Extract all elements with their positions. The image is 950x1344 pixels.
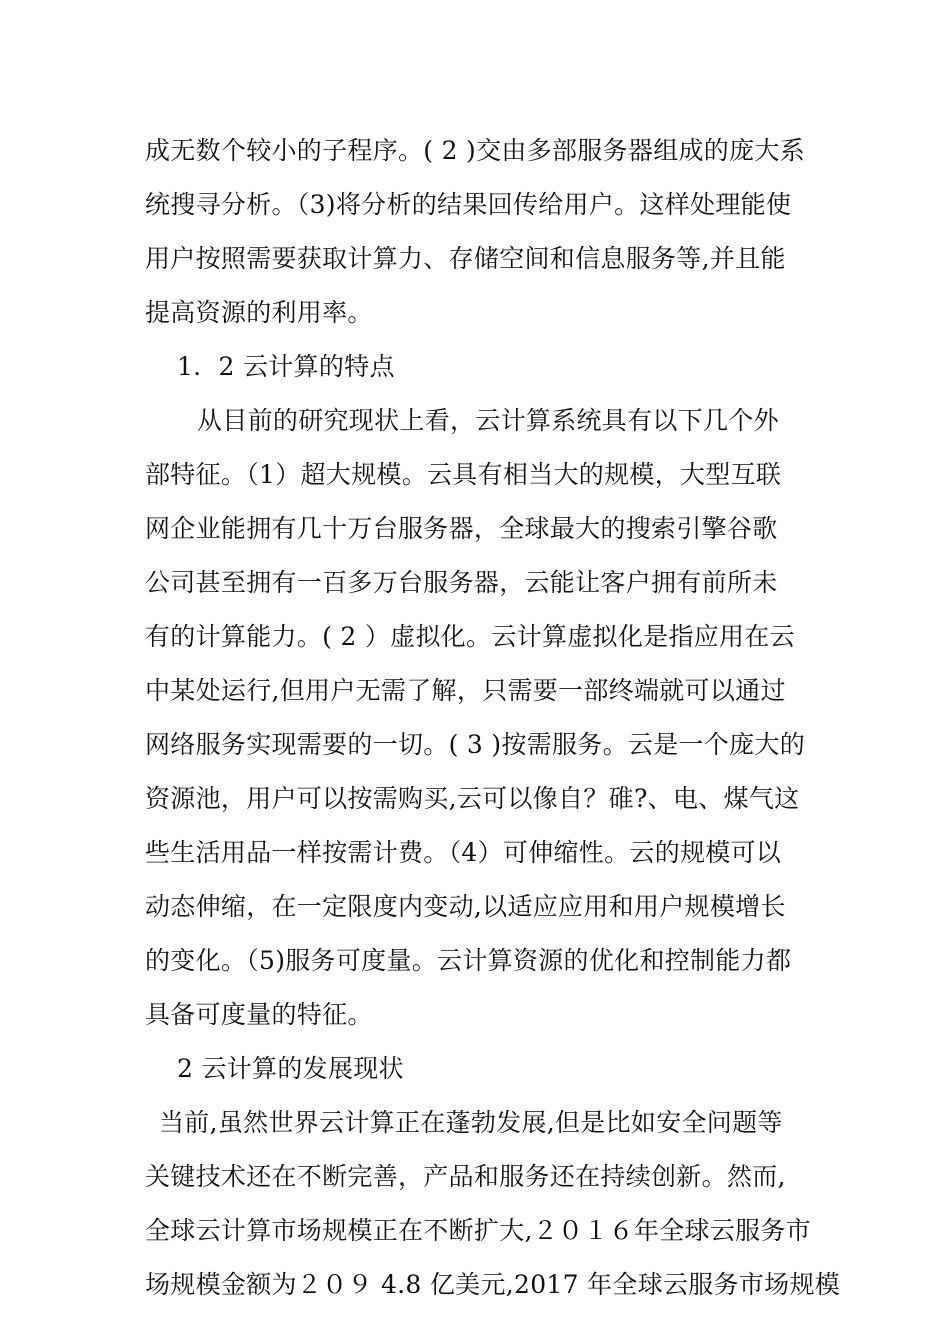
body-line: 有的计算能力。( 2 ）虚拟化。云计算虚拟化是指应用在云 — [145, 622, 795, 651]
body-line: 资源池，用户可以按需购买,云可以像自？碓?、电、煤气这 — [145, 784, 800, 813]
body-line: 关键技术还在不断完善，产品和服务还在持续创新。然而, — [145, 1162, 786, 1191]
paragraph-first-line: 从目前的研究现状上看，云计算系统具有以下几个外 — [197, 406, 779, 435]
body-line: 网企业能拥有几十万台服务器，全球最大的搜索引擎谷歌 — [145, 514, 778, 543]
body-line: 具备可度量的特征。 — [145, 1000, 373, 1029]
section-heading: 1．2 云计算的特点 — [177, 352, 395, 381]
body-line: 全球云计算市场规模正在不断扩大,２０１６年全球云服务市 — [145, 1216, 812, 1245]
document-body — [145, 124, 841, 1312]
body-line: 网络服务实现需要的一切。( 3 )按需服务。云是一个庞大的 — [145, 730, 806, 759]
body-line: 用户按照需要获取计算力、存储空间和信息服务等,并且能 — [145, 244, 786, 273]
body-line: 的变化。（5)服务可度量。云计算资源的优化和控制能力都 — [145, 946, 792, 975]
body-line: 成无数个较小的子程序。( 2 )交由多部服务器组成的庞大系 — [145, 136, 806, 165]
body-line: 公司甚至拥有一百多万台服务器，云能让客户拥有前所未 — [145, 568, 778, 597]
body-line: 些生活用品一样按需计费。（4）可伸缩性。云的规模可以 — [145, 838, 782, 867]
body-line: 提高资源的利用率。 — [145, 298, 373, 327]
body-line: 部特征。（1）超大规模。云具有相当大的规模，大型互联 — [145, 460, 782, 489]
body-line: 中某处运行,但用户无需了解，只需要一部终端就可以通过 — [145, 676, 786, 705]
section-heading: 2 云计算的发展现状 — [177, 1054, 404, 1083]
paragraph-first-line: 当前,虽然世界云计算正在蓬勃发展,但是比如安全问题等 — [159, 1108, 783, 1137]
body-line: 动态伸缩，在一定限度内变动,以适应应用和用户规模增长 — [145, 892, 786, 921]
body-line: 统搜寻分析。（3)将分析的结果回传给用户。这样处理能使 — [145, 190, 792, 219]
body-line: 场规模金额为２０９ 4.8 亿美元,2017 年全球云服务市场规模 — [145, 1270, 841, 1299]
